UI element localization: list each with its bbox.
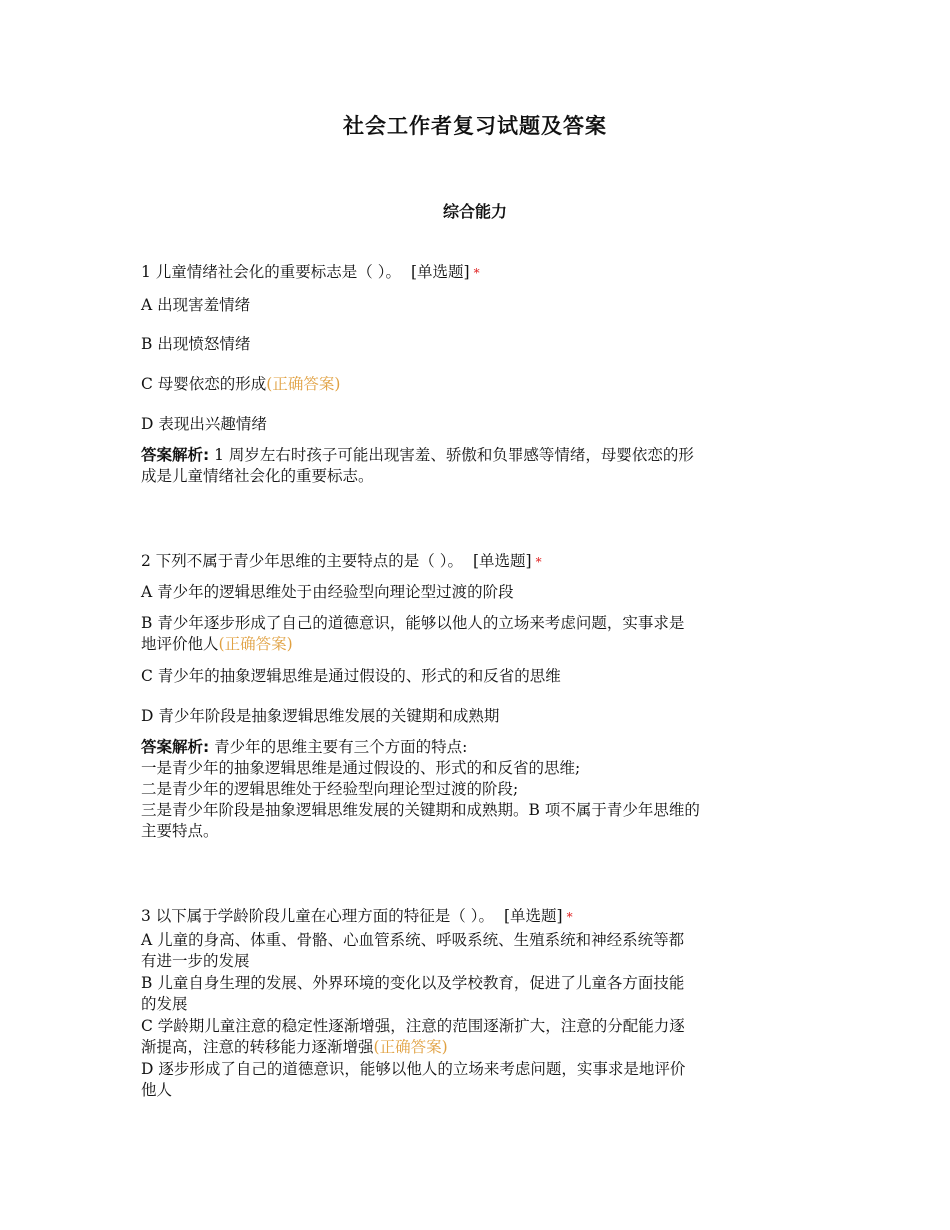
required-asterisk-icon: * [473,266,480,280]
question-1-option-c [141,374,811,395]
question-1-stem [141,262,811,284]
question-2-analysis-line-1 [141,737,811,758]
question-stem-text: 3 以下属于学龄阶段儿童在心理方面的特征是（ ）。 [141,907,494,925]
question-1-option-a: A 出现害羞情绪 [141,296,251,314]
question-3-option-b-line-1: B 儿童自身生理的发展、外界环境的变化以及学校教育，促进了儿童各方面技能 [141,974,685,992]
question-1-option-b: B 出现愤怒情绪 [141,335,251,353]
analysis-text: 1 周岁左右时孩子可能出现害羞、骄傲和负罪感等情绪，母婴依恋的形 [214,446,694,464]
question-2-stem [141,551,811,573]
document-title: 社会工作者复习试题及答案 [343,114,607,138]
question-3-option-d-line-1: D 逐步形成了自己的道德意识，能够以他人的立场来考虑问题，实事求是地评价 [141,1060,686,1078]
question-2-analysis-line-2: 一是青少年的抽象逻辑思维是通过假设的、形式的和反省的思维; [141,759,581,777]
question-stem-text: 2 下列不属于青少年思维的主要特点的是（ ）。 [141,552,463,570]
question-3-option-d-line-2: 他人 [141,1081,173,1099]
question-3-option-a-line-2: 有进一步的发展 [141,952,250,970]
option-text: 地评价他人 [141,635,219,653]
correct-answer-tag: (正确答案) [373,1038,448,1056]
question-1-option-d: D 表现出兴趣情绪 [141,415,267,433]
required-asterisk-icon: * [535,555,542,569]
analysis-text: 青少年的思维主要有三个方面的特点: [214,738,468,756]
analysis-label: 答案解析: [141,446,210,464]
question-2-analysis-line-5: 主要特点。 [141,822,219,840]
question-2-option-a: A 青少年的逻辑思维处于由经验型向理论型过渡的阶段 [141,583,514,601]
question-stem-text: 1 儿童情绪社会化的重要标志是（ ）。 [141,263,401,281]
question-type-tag: [单选题] [472,552,532,570]
analysis-label: 答案解析: [141,738,210,756]
question-2-analysis-line-3: 二是青少年的逻辑思维处于经验型向理论型过渡的阶段; [141,780,519,798]
required-asterisk-icon: * [566,910,573,924]
question-2-option-b-line-2 [141,634,811,655]
question-3-option-c-line-1: C 学龄期儿童注意的稳定性逐渐增强，注意的范围逐渐扩大，注意的分配能力逐 [141,1017,685,1035]
question-type-tag: [单选题] [410,263,470,281]
option-text: C 母婴依恋的形成 [141,375,267,393]
option-text: 渐提高，注意的转移能力逐渐增强 [141,1038,374,1056]
question-3-option-a-line-1: A 儿童的身高、体重、骨骼、心血管系统、呼吸系统、生殖系统和神经系统等都 [141,931,685,949]
question-2-analysis-line-4: 三是青少年阶段是抽象逻辑思维发展的关键期和成熟期。B 项不属于青少年思维的 [141,801,700,819]
correct-answer-tag: (正确答案) [218,635,293,653]
section-title: 综合能力 [442,202,507,221]
question-3-option-c-line-2 [141,1037,811,1058]
question-2-option-c: C 青少年的抽象逻辑思维是通过假设的、形式的和反省的思维 [141,667,561,685]
question-2-option-b-line-1: B 青少年逐步形成了自己的道德意识，能够以他人的立场来考虑问题，实事求是 [141,614,685,632]
question-1-analysis-line-1 [141,445,811,466]
question-1-analysis-line-2: 成是儿童情绪社会化的重要标志。 [141,467,374,485]
correct-answer-tag: (正确答案) [266,375,341,393]
question-2-option-d: D 青少年阶段是抽象逻辑思维发展的关键期和成熟期 [141,707,500,725]
question-type-tag: [单选题] [503,907,563,925]
question-3-stem [141,906,811,928]
question-3-option-b-line-2: 的发展 [141,995,188,1013]
